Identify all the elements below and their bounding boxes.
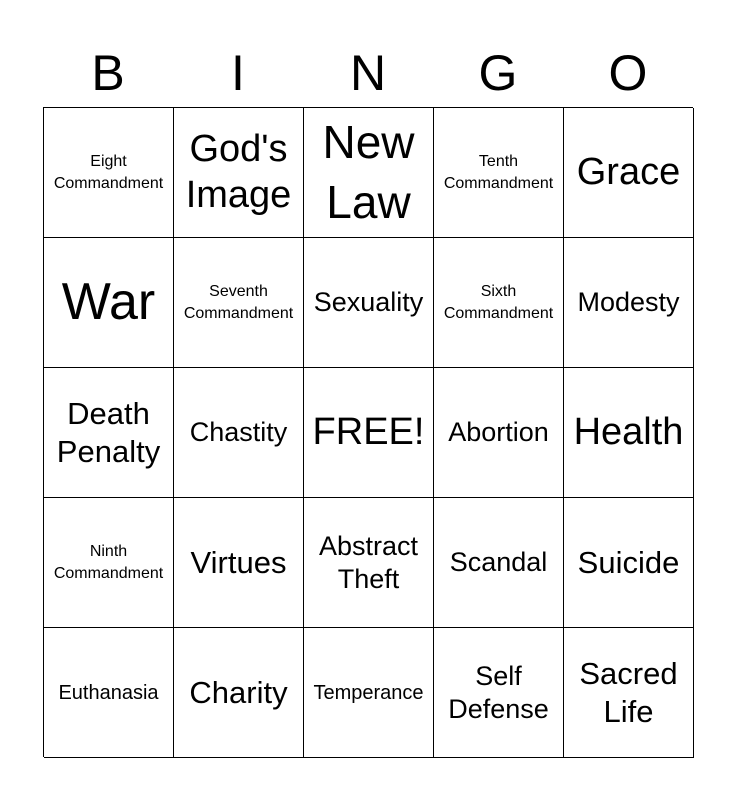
bingo-cell[interactable]: [304, 238, 434, 368]
bingo-cell[interactable]: [564, 108, 694, 238]
bingo-cell[interactable]: [434, 368, 564, 498]
bingo-cell[interactable]: [304, 628, 434, 758]
cell-text: God's Image: [185, 127, 292, 216]
cell-text: Self Defense: [448, 661, 549, 724]
cell-text: FREE!: [312, 410, 425, 453]
bingo-header: [43, 40, 693, 106]
cell-text: Eight Commandment: [53, 152, 164, 192]
cell-text: Grace: [576, 150, 681, 193]
bingo-cell[interactable]: [304, 498, 434, 628]
bingo-cell[interactable]: [304, 108, 434, 238]
bingo-cell[interactable]: [174, 368, 304, 498]
cell-text: Health: [573, 410, 684, 453]
cell-text: New Law: [322, 115, 415, 228]
bingo-cell[interactable]: [44, 238, 174, 368]
bingo-grid: [43, 107, 693, 757]
bingo-cell[interactable]: [174, 238, 304, 368]
bingo-cell[interactable]: [564, 368, 694, 498]
cell-text: Abortion: [448, 417, 549, 448]
bingo-cell[interactable]: [434, 108, 564, 238]
cell-text: Charity: [189, 674, 288, 710]
cell-text: Virtues: [190, 544, 287, 580]
cell-text: Sacred Life: [579, 656, 678, 729]
bingo-cell[interactable]: [44, 628, 174, 758]
cell-text: Seventh Commandment: [183, 282, 294, 322]
bingo-cell[interactable]: [434, 498, 564, 628]
bingo-cell[interactable]: [44, 368, 174, 498]
header-letter-n: N: [349, 45, 387, 101]
bingo-cell[interactable]: [564, 628, 694, 758]
bingo-cell[interactable]: [174, 628, 304, 758]
cell-text: Sexuality: [313, 287, 424, 318]
cell-text: Temperance: [313, 681, 424, 704]
cell-text: Euthanasia: [58, 681, 159, 704]
bingo-cell free-space[interactable]: [304, 368, 434, 498]
bingo-cell[interactable]: [44, 498, 174, 628]
cell-text: Scandal: [449, 547, 548, 578]
cell-text: Chastity: [189, 417, 288, 448]
header-letter-b: B: [91, 45, 125, 101]
bingo-cell[interactable]: [174, 108, 304, 238]
bingo-cell[interactable]: [174, 498, 304, 628]
header-letter-i: I: [231, 45, 245, 101]
bingo-cell[interactable]: [434, 628, 564, 758]
bingo-cell[interactable]: [564, 498, 694, 628]
cell-text: Tenth Commandment: [443, 152, 554, 192]
cell-text: Ninth Commandment: [53, 542, 164, 582]
bingo-cell[interactable]: [434, 238, 564, 368]
cell-text: Suicide: [577, 544, 680, 580]
bingo-cell[interactable]: [564, 238, 694, 368]
header-letter-g: G: [478, 45, 518, 101]
cell-text: Modesty: [577, 287, 680, 318]
cell-text: Sixth Commandment: [443, 282, 554, 322]
bingo-cell[interactable]: [44, 108, 174, 238]
header-letter-o: O: [608, 45, 648, 101]
cell-text: War: [61, 273, 156, 332]
cell-text: Abstract Theft: [318, 531, 419, 594]
cell-text: Death Penalty: [56, 396, 161, 469]
